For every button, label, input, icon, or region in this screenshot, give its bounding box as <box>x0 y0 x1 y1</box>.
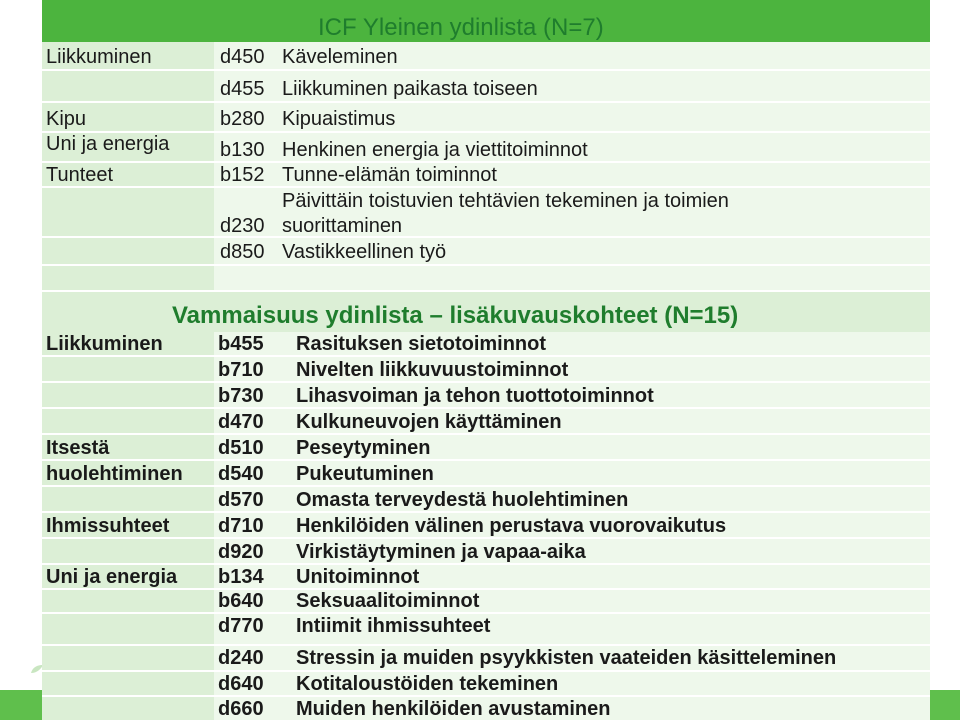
icf-code: d510 <box>218 437 264 459</box>
table-row <box>42 487 930 513</box>
table-row <box>42 697 930 720</box>
icf-code: d570 <box>218 489 264 511</box>
table-row-empty <box>42 266 930 290</box>
table-row <box>42 188 930 238</box>
icf-code: d540 <box>218 463 264 485</box>
item-description-line2: suorittaminen <box>282 215 403 237</box>
table-row <box>42 383 930 409</box>
item-description: Muiden henkilöiden avustaminen <box>296 698 611 720</box>
category-label: Liikkuminen <box>46 46 152 68</box>
table-row <box>42 133 930 163</box>
item-description: Pukeutuminen <box>296 463 434 485</box>
icf-code: d455 <box>220 78 265 100</box>
icf-code: d240 <box>218 647 264 669</box>
table-row <box>42 103 930 133</box>
item-description: Nivelten liikkuvuustoiminnot <box>296 359 569 381</box>
icf-code: b640 <box>218 590 264 612</box>
table-row <box>42 672 930 697</box>
icf-code: d850 <box>220 241 265 263</box>
item-description: Seksuaalitoiminnot <box>296 590 480 612</box>
table-row <box>42 238 930 266</box>
item-description: Omasta terveydestä huolehtiminen <box>296 489 629 511</box>
table-row <box>42 614 930 646</box>
item-description: Peseytyminen <box>296 437 431 459</box>
table-row <box>42 646 930 672</box>
icf-code: b455 <box>218 333 264 355</box>
item-description: Tunne-elämän toiminnot <box>282 164 497 186</box>
item-description: Virkistäytyminen ja vapaa-aika <box>296 541 586 563</box>
category-label: Uni ja energia <box>46 133 170 155</box>
left-green-edge <box>0 690 42 720</box>
table-row <box>42 163 930 188</box>
table-title: Vammaisuus ydinlista – lisäkuvauskohteet (N=15) <box>172 302 739 329</box>
icf-code: d770 <box>218 615 264 637</box>
item-description: Intiimit ihmissuhteet <box>296 615 491 637</box>
table-row <box>42 357 930 383</box>
item-description: Lihasvoiman ja tehon tuottotoiminnot <box>296 385 654 407</box>
item-description: Stressin ja muiden psyykkisten vaateiden käsitteleminen <box>296 647 837 669</box>
icf-code: d450 <box>220 46 265 68</box>
category-label: huolehtiminen <box>46 463 183 485</box>
item-description: Liikkuminen paikasta toiseen <box>282 78 538 100</box>
icf-code: d230 <box>220 215 265 237</box>
icf-code: d710 <box>218 515 264 537</box>
table-title: ICF Yleinen ydinlista (N=7) <box>318 14 604 41</box>
item-description: Vastikkeellinen työ <box>282 241 447 263</box>
table-row <box>42 513 930 539</box>
item-description: Kulkuneuvojen käyttäminen <box>296 411 562 433</box>
item-description: Henkinen energia ja viettitoiminnot <box>282 139 588 161</box>
category-label: Tunteet <box>46 164 114 186</box>
table-row <box>42 590 930 614</box>
category-label: Uni ja energia <box>46 566 178 588</box>
core-set-table <box>42 0 930 290</box>
category-label: Ihmissuhteet <box>46 515 170 537</box>
item-description: Kotitaloustöiden tekeminen <box>296 673 559 695</box>
supplementary-set-table <box>42 292 930 720</box>
table-row <box>42 42 930 71</box>
right-margin <box>930 0 960 720</box>
category-label: Itsestä <box>46 437 110 459</box>
icf-code: d920 <box>218 541 264 563</box>
icf-code: b730 <box>218 385 264 407</box>
icf-code: b280 <box>220 108 265 130</box>
table-row <box>42 565 930 590</box>
icf-code: d470 <box>218 411 264 433</box>
table-row <box>42 435 930 461</box>
icf-code: b130 <box>220 139 265 161</box>
icf-code: b710 <box>218 359 264 381</box>
icf-code: d660 <box>218 698 264 720</box>
item-description: Kipuaistimus <box>282 108 396 130</box>
category-label: Kipu <box>46 108 87 130</box>
item-description: Henkilöiden välinen perustava vuorovaikutus <box>296 515 727 537</box>
icf-code: b134 <box>218 566 264 588</box>
table-row <box>42 409 930 435</box>
table-row <box>42 461 930 487</box>
icf-code: d640 <box>218 673 264 695</box>
item-description-line1: Päivittäin toistuvien tehtävien tekeminen ja toimien <box>282 190 729 212</box>
left-margin <box>0 0 42 720</box>
item-description: Unitoiminnot <box>296 566 420 588</box>
table-row <box>42 71 930 103</box>
icf-code: b152 <box>220 164 265 186</box>
item-description: Käveleminen <box>282 46 398 68</box>
table-row <box>42 539 930 565</box>
category-label: Liikkuminen <box>46 333 163 355</box>
right-green-edge <box>930 690 960 720</box>
table-row <box>42 332 930 357</box>
item-description: Rasituksen sietotoiminnot <box>296 333 547 355</box>
